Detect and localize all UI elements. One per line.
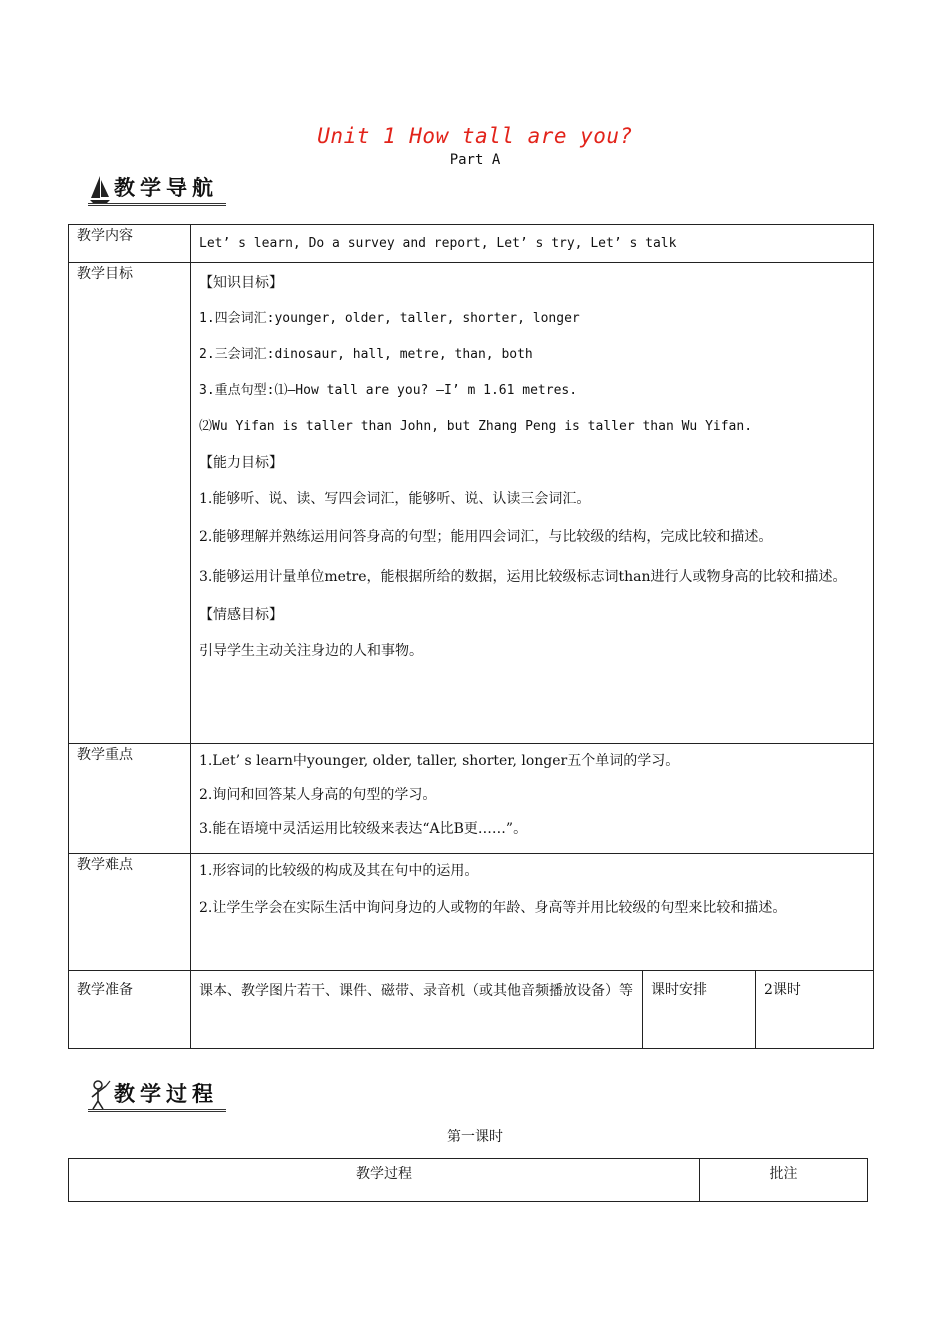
preparation-label: 教学准备 <box>69 971 191 1049</box>
goal-item: 2.能够理解并熟练运用问答身高的句型；能用四会词汇，与比较级的结构，完成比较和描述。 <box>199 529 773 545</box>
page-subtitle: Part A <box>449 152 501 168</box>
goal-item: 2.三会词汇:dinosaur, hall, metre, than, both <box>199 347 533 362</box>
key-point: 1.Let’ s learn中younger, older, taller, shorter, longer五个单词的学习。 <box>199 753 680 769</box>
banner-title: 教学过程 <box>114 1078 218 1112</box>
preparation-value: 课本、教学图片若干、课件、磁带、录音机（或其他音频播放设备）等 <box>191 971 643 1049</box>
process-column-header: 教学过程 <box>69 1159 700 1202</box>
difficult-points-cell <box>191 854 874 971</box>
goal-heading: 【情感目标】 <box>199 607 283 623</box>
schedule-value: 2课时 <box>756 971 874 1049</box>
goal-item: ⑵Wu Yifan is taller than John, but Zhang Peng is taller than Wu Yifan. <box>199 419 753 434</box>
content-label: 教学内容 <box>69 225 191 263</box>
key-points-label: 教学重点 <box>69 744 191 854</box>
difficult-point: 2.让学生学会在实际生活中询问身边的人或物的年龄、身高等并用比较级的句型来比较和描述。 <box>199 900 787 916</box>
content-value: Let’ s learn, Do a survey and report, Let’ s try, Let’ s talk <box>191 225 874 263</box>
key-point: 2.询问和回答某人身高的句型的学习。 <box>199 787 437 803</box>
lesson-plan-table <box>68 224 874 1049</box>
schedule-label: 课时安排 <box>643 971 756 1049</box>
key-point: 3.能在语境中灵活运用比较级来表达“A比B更……”。 <box>199 821 528 837</box>
banner-title: 教学导航 <box>114 172 218 206</box>
teacher-figure-icon <box>88 1078 112 1112</box>
goal-item: 1.能够听、说、读、写四会词汇，能够听、说、认读三会词汇。 <box>199 491 591 507</box>
page-title: Unit 1 How tall are you? <box>317 124 633 148</box>
key-points-cell <box>191 744 874 854</box>
lesson-label: 第一课时 <box>447 1129 503 1145</box>
teaching-process-banner <box>88 1078 258 1112</box>
process-table <box>68 1158 868 1202</box>
goal-item: 3.重点句型:⑴—How tall are you? —I’ m 1.61 metres. <box>199 383 578 398</box>
difficult-point: 1.形容词的比较级的构成及其在句中的运用。 <box>199 863 479 879</box>
teaching-navigation-banner <box>88 172 258 206</box>
goal-item: 引导学生主动关注身边的人和事物。 <box>199 643 423 659</box>
goal-heading: 【能力目标】 <box>199 455 283 471</box>
notes-column-header: 批注 <box>700 1159 868 1202</box>
goal-item: 1.四会词汇:younger, older, taller, shorter, longer <box>199 311 580 326</box>
goal-item: 3.能够运用计量单位metre，能根据所给的数据，运用比较级标志词than进行人或物身高的比较和描述。 <box>199 569 847 585</box>
goals-cell <box>191 263 874 744</box>
sailboat-icon <box>88 172 112 206</box>
difficult-points-label: 教学难点 <box>69 854 191 971</box>
goals-label: 教学目标 <box>69 263 191 744</box>
goal-heading: 【知识目标】 <box>199 275 283 291</box>
